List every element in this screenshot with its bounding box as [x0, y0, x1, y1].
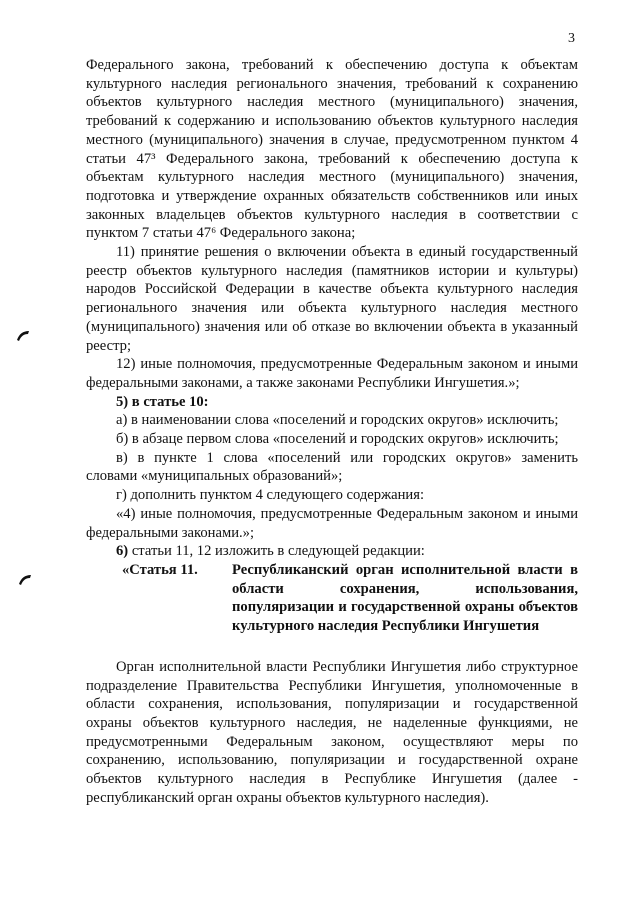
- paragraph-item-11: 11) принятие решения о включении объекта в единый государственный реестр объектов культурного наследия (памятников истории и культуры) народов Российской Федерации в качестве объекта культурного наследия регионального значения или объекта культурного наследия местного (муниципального) значения или об отказе во включении объекта в указанный реестр;: [86, 244, 578, 354]
- scan-mark: [16, 330, 30, 342]
- amendment-v: в) в пункте 1 слова «поселений или городских округов» заменить словами «муниципальных образований»;: [86, 449, 578, 485]
- amendment-text: статьи 11, 12 изложить в следующей редакции:: [128, 543, 425, 560]
- page-number: 3: [568, 31, 575, 46]
- scan-mark: [18, 574, 32, 586]
- paragraph-continuation: Федерального закона, требований к обеспечению доступа к объектам культурного наследия регионального значения, требований к сохранению объектов культурного наследия местного (муниципального) значения, требований к содержанию и использованию объектов культурного наследия местного (муниципального) значения в случае, предусмотренном пунктом 4 статьи 47³ Федерального закона, требований к обеспечению доступа к объектам культурного наследия местного (муниципального) значения, подготовка и утверждение охранных обязательств собственников или иных законных владельцев объектов культурного наследия в соответствии с пунктом 7 статьи 47⁶ Федерального закона;: [86, 57, 578, 242]
- amendment-articles-11-12: [86, 542, 578, 561]
- amendment-article-10: 5) в статье 10:: [116, 393, 209, 410]
- paragraph-item-12: 12) иные полномочия, предусмотренные Федеральным законом и иными федеральными законами, а также законами Республики Ингушетия.»;: [86, 356, 578, 391]
- new-item-4: «4) иные полномочия, предусмотренные Федеральным законом и иными федеральными законами.»;: [86, 505, 578, 541]
- document-body: [86, 56, 578, 807]
- amendment-a: а) в наименовании слова «поселений и городских округов» исключить;: [116, 412, 559, 429]
- amendment-g: г) дополнить пунктом 4 следующего содержания:: [116, 487, 425, 504]
- article-heading: [86, 561, 578, 636]
- article-title: Республиканский орган исполнительной власти в области сохранения, использования, популяризации и государственной охраны объектов культурного наследия Республики Ингушетия: [232, 561, 578, 635]
- article-11-body: Орган исполнительной власти Республики Ингушетия либо структурное подразделение Правительства Республики Ингушетия, уполномоченные в области сохранения, использования, популяризации и государственной охраны объектов культурного наследия, не наделенные функциями, не предусмотренными Федеральным законом, осуществляют меры по сохранению, использованию, популяризации и государственной охране объектов культурного наследия в Республике Ингушетия (далее - республиканский орган охраны объектов культурного наследия).: [86, 658, 578, 806]
- amendment-b: б) в абзаце первом слова «поселений и городских округов» исключить;: [116, 431, 559, 448]
- article-label: «Статья 11.: [122, 561, 198, 578]
- amendment-number: 6): [116, 543, 129, 560]
